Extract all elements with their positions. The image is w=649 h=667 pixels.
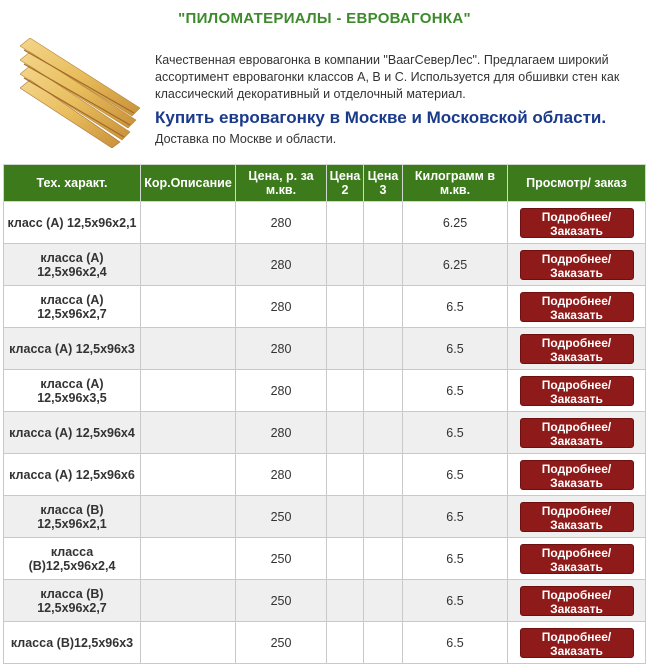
description-cell	[141, 202, 236, 244]
price-table	[3, 164, 646, 664]
table-row	[4, 580, 646, 622]
buy-dot: .	[601, 108, 607, 127]
spec-cell: класса (В) 12,5x96x2,7	[4, 580, 141, 622]
description-cell	[141, 580, 236, 622]
details-order-button[interactable]: Подробнее/ Заказать	[520, 208, 634, 238]
description-cell	[141, 454, 236, 496]
details-order-button[interactable]: Подробнее/ Заказать	[520, 292, 634, 322]
details-order-button[interactable]: Подробнее/ Заказать	[520, 334, 634, 364]
col-header-spec: Тех. характ.	[4, 165, 141, 202]
price-cell: 280	[236, 244, 327, 286]
table-row	[4, 286, 646, 328]
col-header-desc: Кор.Описание	[141, 165, 236, 202]
price2-cell	[327, 202, 364, 244]
details-order-button[interactable]: Подробнее/ Заказать	[520, 628, 634, 658]
wood-planks-image	[20, 38, 140, 148]
spec-cell: класса (А) 12,5x96x3	[4, 328, 141, 370]
details-order-button[interactable]: Подробнее/ Заказать	[520, 460, 634, 490]
table-row	[4, 202, 646, 244]
table-row	[4, 454, 646, 496]
price2-cell	[327, 286, 364, 328]
price3-cell	[364, 538, 403, 580]
details-order-button[interactable]: Подробнее/ Заказать	[520, 250, 634, 280]
price3-cell	[364, 622, 403, 664]
description-cell	[141, 412, 236, 454]
price2-cell	[327, 328, 364, 370]
table-row	[4, 622, 646, 664]
description-cell	[141, 622, 236, 664]
col-header-kg: Килограмм в м.кв.	[403, 165, 508, 202]
description-cell	[141, 328, 236, 370]
table-row	[4, 412, 646, 454]
delivery-text: Доставка по Москве и области.	[155, 132, 337, 146]
buy-heading[interactable]	[155, 108, 606, 128]
description-cell	[141, 286, 236, 328]
kg-cell: 6.5	[403, 622, 508, 664]
price-cell: 250	[236, 580, 327, 622]
order-cell	[508, 328, 646, 370]
price3-cell	[364, 202, 403, 244]
price3-cell	[364, 370, 403, 412]
spec-cell: класса (А) 12,5x96x2,7	[4, 286, 141, 328]
spec-cell: класса (В)12,5x96x2,4	[4, 538, 141, 580]
price2-cell	[327, 580, 364, 622]
kg-cell: 6.5	[403, 412, 508, 454]
price-cell: 280	[236, 370, 327, 412]
order-cell	[508, 244, 646, 286]
spec-cell: класса (В) 12,5x96x2,1	[4, 496, 141, 538]
details-order-button[interactable]: Подробнее/ Заказать	[520, 418, 634, 448]
price3-cell	[364, 328, 403, 370]
price2-cell	[327, 244, 364, 286]
col-header-price2: Цена 2	[327, 165, 364, 202]
price2-cell	[327, 370, 364, 412]
kg-cell: 6.25	[403, 202, 508, 244]
price2-cell	[327, 412, 364, 454]
details-order-button[interactable]: Подробнее/ Заказать	[520, 586, 634, 616]
spec-cell: класса (А) 12,5x96x3,5	[4, 370, 141, 412]
spec-cell: класса (А) 12,5x96x4	[4, 412, 141, 454]
details-order-button[interactable]: Подробнее/ Заказать	[520, 502, 634, 532]
price3-cell	[364, 244, 403, 286]
price-cell: 250	[236, 496, 327, 538]
price3-cell	[364, 412, 403, 454]
details-order-button[interactable]: Подробнее/ Заказать	[520, 376, 634, 406]
kg-cell: 6.5	[403, 454, 508, 496]
order-cell	[508, 202, 646, 244]
table-row	[4, 244, 646, 286]
description-cell	[141, 244, 236, 286]
price-cell: 280	[236, 328, 327, 370]
price2-cell	[327, 538, 364, 580]
price-cell: 250	[236, 622, 327, 664]
col-header-order: Просмотр/ заказ	[508, 165, 646, 202]
spec-cell: класс (А) 12,5x96x2,1	[4, 202, 141, 244]
table-row	[4, 370, 646, 412]
col-header-price: Цена, р. за м.кв.	[236, 165, 327, 202]
order-cell	[508, 286, 646, 328]
order-cell	[508, 538, 646, 580]
price3-cell	[364, 454, 403, 496]
order-cell	[508, 580, 646, 622]
order-cell	[508, 622, 646, 664]
kg-cell: 6.5	[403, 286, 508, 328]
price2-cell	[327, 496, 364, 538]
kg-cell: 6.5	[403, 580, 508, 622]
buy-link-text[interactable]: Купить евровагонку в Москве и Московской области	[155, 108, 602, 127]
kg-cell: 6.5	[403, 328, 508, 370]
description-cell	[141, 370, 236, 412]
price3-cell	[364, 496, 403, 538]
kg-cell: 6.5	[403, 538, 508, 580]
details-order-button[interactable]: Подробнее/ Заказать	[520, 544, 634, 574]
spec-cell: класса (А) 12,5x96x6	[4, 454, 141, 496]
order-cell	[508, 496, 646, 538]
order-cell	[508, 370, 646, 412]
kg-cell: 6.5	[403, 496, 508, 538]
kg-cell: 6.25	[403, 244, 508, 286]
description-cell	[141, 496, 236, 538]
price3-cell	[364, 286, 403, 328]
table-row	[4, 496, 646, 538]
price-cell: 280	[236, 202, 327, 244]
spec-cell: класса (В)12,5x96x3	[4, 622, 141, 664]
table-header-row	[4, 165, 646, 202]
price2-cell	[327, 454, 364, 496]
order-cell	[508, 412, 646, 454]
price-cell: 280	[236, 412, 327, 454]
col-header-price3: Цена 3	[364, 165, 403, 202]
price-cell: 280	[236, 286, 327, 328]
price-cell: 250	[236, 538, 327, 580]
price2-cell	[327, 622, 364, 664]
price-cell: 280	[236, 454, 327, 496]
intro-text: Качественная евровагонка в компании "ВаагСеверЛес". Предлагаем широкий ассортимент евровагонки классов А, В и С. Используется для обшивки стен как классический декоративный и отделочный материал.	[155, 53, 620, 101]
order-cell	[508, 454, 646, 496]
spec-cell: класса (А) 12,5x96x2,4	[4, 244, 141, 286]
page-title: "ПИЛОМАТЕРИАЛЫ - ЕВРОВАГОНКА"	[178, 10, 471, 27]
description-cell	[141, 538, 236, 580]
table-row	[4, 538, 646, 580]
price3-cell	[364, 580, 403, 622]
table-row	[4, 328, 646, 370]
kg-cell: 6.5	[403, 370, 508, 412]
